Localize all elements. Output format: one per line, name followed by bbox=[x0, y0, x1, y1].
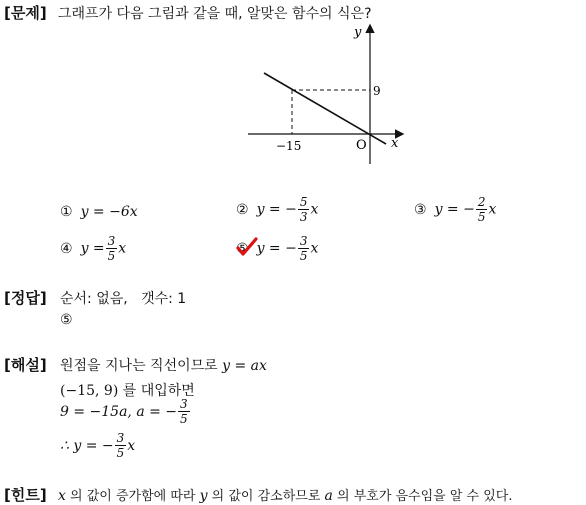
x-axis-label: x bbox=[391, 136, 399, 151]
choice-3-equation bbox=[435, 196, 497, 223]
hint-part-3: 의 부호가 음수임을 알 수 있다. bbox=[332, 489, 513, 504]
problem-question: 그래프가 다음 그림과 같을 때, 알맞은 함수의 식은? bbox=[58, 6, 372, 22]
function-graph bbox=[240, 22, 410, 172]
choice-5-equation bbox=[257, 235, 319, 262]
solution-line-3-fraction bbox=[178, 398, 190, 425]
solution-line-1-math: y = ax bbox=[222, 358, 267, 374]
choice-5[interactable] bbox=[236, 235, 318, 262]
hint-part-1: 의 값이 증가함에 따라 bbox=[65, 489, 200, 504]
choice-5-prefix: y = − bbox=[256, 240, 297, 257]
problem-tag: [문제] bbox=[4, 4, 47, 22]
choice-5-number-wrap bbox=[236, 241, 249, 257]
choice-4[interactable] bbox=[60, 235, 126, 262]
choice-5-denominator: 5 bbox=[299, 249, 308, 263]
choice-3-number: ③ bbox=[414, 201, 427, 218]
choice-4-fraction bbox=[106, 235, 118, 262]
choice-4-numerator: 3 bbox=[107, 234, 116, 248]
checkmark-icon bbox=[236, 237, 258, 257]
function-line bbox=[264, 73, 386, 144]
choice-2-denominator: 3 bbox=[299, 210, 308, 224]
choice-4-denominator: 5 bbox=[107, 249, 116, 263]
solution-line-1 bbox=[60, 355, 267, 375]
choice-3-denominator: 5 bbox=[477, 210, 486, 224]
choice-2-prefix: y = − bbox=[256, 201, 297, 218]
choice-5-number: ⑤ bbox=[236, 240, 249, 257]
hint-var-y: y bbox=[199, 488, 208, 504]
choice-1-number: ① bbox=[60, 204, 73, 220]
hint-var-a: a bbox=[324, 488, 333, 504]
solution-line-4-suffix: x bbox=[127, 437, 136, 454]
solution-line-1-text: 원점을 지나는 직선이므로 bbox=[60, 358, 218, 374]
choice-4-number: ④ bbox=[60, 240, 73, 257]
choice-3-fraction bbox=[476, 196, 488, 223]
solution-line-3-numerator: 3 bbox=[180, 397, 188, 411]
y-tick-label: 9 bbox=[373, 84, 381, 98]
hint-var-x: x bbox=[58, 488, 66, 504]
solution-line-2: (−15, 9) 를 대입하면 bbox=[60, 383, 195, 399]
solution-line-4-prefix: ∴ y = − bbox=[60, 437, 114, 454]
choice-2-number: ② bbox=[236, 201, 249, 218]
choice-4-equation bbox=[81, 235, 127, 262]
origin-label: O bbox=[356, 138, 367, 153]
choice-4-suffix: x bbox=[118, 240, 127, 257]
solution-line-4-fraction bbox=[115, 432, 127, 459]
y-axis-label: y bbox=[354, 25, 362, 40]
choice-1-equation: y = −6x bbox=[80, 204, 138, 220]
choice-2-fraction bbox=[298, 196, 310, 223]
solution-line-4-denominator: 5 bbox=[116, 446, 125, 460]
hint-text bbox=[58, 485, 513, 504]
solution-line-4-numerator: 3 bbox=[116, 431, 125, 445]
choice-5-suffix: x bbox=[310, 240, 319, 257]
solution-line-3-denominator: 5 bbox=[180, 412, 188, 426]
choice-2-suffix: x bbox=[310, 201, 319, 218]
solution-line-3-prefix: 9 = −15a, a = − bbox=[60, 403, 178, 420]
choice-3-prefix: y = − bbox=[434, 201, 475, 218]
solution-line-3 bbox=[60, 398, 191, 425]
hint-part-2: 의 값이 감소하므로 bbox=[207, 489, 325, 504]
choice-4-prefix: y = bbox=[80, 240, 105, 257]
solution-tag: [해설] bbox=[4, 356, 47, 374]
choice-5-fraction bbox=[298, 235, 310, 262]
choice-2-numerator: 5 bbox=[299, 195, 308, 209]
choice-2[interactable] bbox=[236, 196, 318, 223]
x-tick-label: −15 bbox=[276, 139, 302, 153]
choice-3[interactable] bbox=[414, 196, 496, 223]
choice-3-numerator: 2 bbox=[477, 195, 486, 209]
solution-line-4 bbox=[60, 432, 135, 459]
choice-2-equation bbox=[257, 196, 319, 223]
choice-5-numerator: 3 bbox=[299, 234, 308, 248]
choice-3-suffix: x bbox=[488, 201, 497, 218]
hint-tag: [힌트] bbox=[4, 486, 47, 504]
choice-1[interactable] bbox=[60, 204, 138, 220]
answer-meta: 순서: 없음, 갯수: 1 bbox=[60, 291, 187, 307]
answer-value: ⑤ bbox=[60, 312, 73, 328]
answer-tag: [정답] bbox=[4, 289, 47, 307]
